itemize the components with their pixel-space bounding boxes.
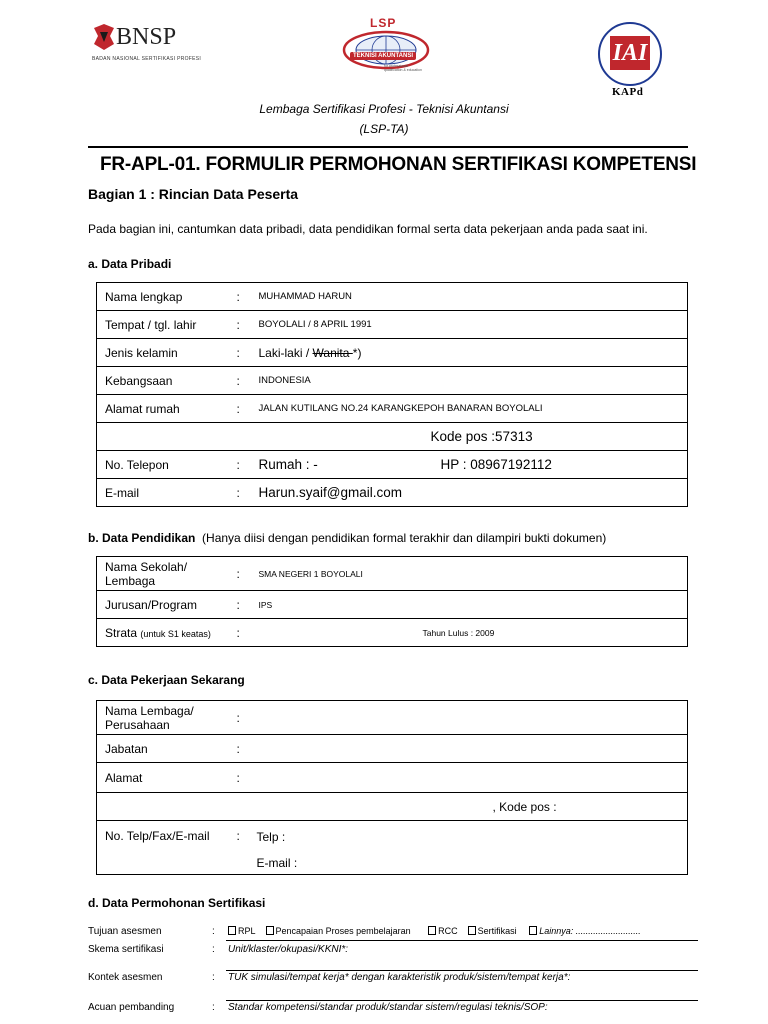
telp-label: No. Telepon [97,451,237,479]
kontek-field[interactable]: TUK simulasi/tempat kerja* dengan karakteristik produk/sistem/tempat kerja*: [228,972,571,983]
sertifikasi-label: Sertifikasi [477,926,517,936]
jabatan-label: Jabatan [97,735,237,763]
alamat-kerja-label: Alamat [97,763,237,793]
rcc-checkbox[interactable] [428,926,436,935]
email-field[interactable]: Harun.syaif@gmail.com [255,479,688,507]
colon: : [237,339,255,367]
alamat-field[interactable]: JALAN KUTILANG NO.24 KARANGKEPOH BANARAN BOYOLALI [255,395,688,423]
rcc-label: RCC [438,926,458,936]
kontek-label: Kontek asesmen [88,972,163,983]
colon: : [237,395,255,423]
rpl-checkbox[interactable] [228,926,236,935]
telp-kerja-email: E-mail : [256,855,298,870]
bnsp-emblem-icon [92,22,116,52]
iai-logo-subtitle: KAPd [612,86,644,98]
pribadi-table [96,282,688,507]
lsp-logo-top: LSP [370,16,397,30]
row-jabatan [97,735,688,763]
skema-label: Skema sertifikasi [88,944,164,955]
sertifikasi-checkbox[interactable] [468,926,476,935]
colon: : [212,944,215,955]
jurusan-label: Jurusan/Program [97,591,237,619]
kontek-underline [226,1000,698,1001]
header-divider [88,146,688,148]
colon: : [212,926,215,937]
skema-underline [226,970,698,971]
nama-field[interactable]: MUHAMMAD HARUN [255,283,688,311]
lainnya-label: Lainnya: .......................... [539,926,641,936]
bangsa-label: Kebangsaan [97,367,237,395]
row-alamat [97,395,688,423]
lsp-logo-tagline: for professional qualification & education [384,64,422,72]
row-kodepos-kerja [97,793,688,821]
row-kebangsaan [97,367,688,395]
colon: : [212,1002,215,1013]
telp-field[interactable] [255,451,688,479]
institution-short: (LSP-TA) [359,122,409,136]
alamat-kerja-field[interactable] [255,763,688,793]
sekolah-label: Nama Sekolah/ Lembaga [97,557,237,591]
nama-label: Nama lengkap [97,283,237,311]
jk-option-female: Wanita [312,345,353,360]
row-telepon [97,451,688,479]
pencapaian-label: Pencapaian Proses pembelajaran [275,926,411,936]
intro-text: Pada bagian ini, cantumkan data pribadi, data pendidikan formal serta data pekerjaan anda pada saat ini. [88,222,648,236]
pekerjaan-heading: c. Data Pekerjaan Sekarang [88,673,245,687]
rpl-label: RPL [238,926,256,936]
tujuan-label: Tujuan asesmen [88,926,162,937]
pribadi-heading: a. Data Pribadi [88,257,172,271]
colon: : [237,557,255,591]
ttl-label: Tempat / tgl. lahir [97,311,237,339]
kodepos-field[interactable]: Kode pos :57313 [255,423,688,451]
lsp-logo-band: TEKNISI AKUNTANSI [350,52,416,60]
acuan-field[interactable]: Standar kompetensi/standar produk/standar sistem/regulasi teknis/SOP: [228,1002,548,1013]
jk-label: Jenis kelamin [97,339,237,367]
iai-logo-text: IAI [610,36,650,70]
lsp-logo [340,16,432,78]
pencapaian-checkbox[interactable] [266,926,274,935]
colon: : [237,619,255,647]
bnsp-name: BNSP [116,24,177,50]
skema-field[interactable]: Unit/klaster/okupasi/KKNI*: [228,944,349,955]
colon: : [237,311,255,339]
pendidikan-note: (Hanya diisi dengan pendidikan formal terakhir dan dilampiri bukti dokumen) [202,531,607,545]
permohonan-heading: d. Data Permohonan Sertifikasi [88,896,266,910]
bnsp-logo [92,20,202,70]
colon: : [237,591,255,619]
row-jenis-kelamin [97,339,688,367]
colon: : [212,972,215,983]
institution-name: Lembaga Sertifikasi Profesi - Teknisi Akuntansi [259,102,509,116]
jk-option-male: Laki-laki / [258,345,313,360]
jk-footnote: *) [352,345,362,360]
email-label: E-mail [97,479,237,507]
row-jurusan [97,591,688,619]
form-title: FR-APL-01. FORMULIR PERMOHONAN SERTIFIKASI KOMPETENSI [100,154,697,175]
lembaga-field[interactable] [255,701,688,735]
pendidikan-table [96,556,688,647]
alamat-label: Alamat rumah [97,395,237,423]
colon: : [237,701,255,735]
bnsp-subtitle: BADAN NASIONAL SERTIFIKASI PROFESI [92,56,202,62]
jurusan-field[interactable]: IPS [255,591,688,619]
row-kodepos [97,423,688,451]
row-email [97,479,688,507]
row-alamat-kerja [97,763,688,793]
row-telp-kerja [97,821,688,875]
row-strata [97,619,688,647]
jk-field[interactable] [255,339,688,367]
kodepos-kerja-field[interactable]: , Kode pos : [255,793,688,821]
row-nama [97,283,688,311]
telp-rumah: Rumah : - [258,457,318,472]
tahun-lulus-field[interactable]: Tahun Lulus : 2009 [255,619,688,647]
ttl-field[interactable]: BOYOLALI / 8 APRIL 1991 [255,311,688,339]
lembaga-label: Nama Lembaga/ Perusahaan [97,701,237,735]
iai-logo [598,22,662,104]
colon: : [237,735,255,763]
pekerjaan-table [96,700,688,875]
tujuan-underline [226,940,698,941]
strata-label: Strata (untuk S1 keatas) [97,619,237,647]
strata-note: (untuk S1 keatas) [140,628,211,639]
telp-kerja-label: No. Telp/Fax/E-mail [97,821,237,875]
row-lembaga [97,701,688,735]
pendidikan-heading [88,531,606,545]
colon: : [237,763,255,793]
colon: : [237,821,255,875]
pendidikan-title: b. Data Pendidikan [88,531,196,545]
sekolah-field[interactable]: SMA NEGERI 1 BOYOLALI [255,557,688,591]
bangsa-field[interactable]: INDONESIA [255,367,688,395]
section-title: Bagian 1 : Rincian Data Peserta [88,186,299,202]
row-sekolah [97,557,688,591]
tujuan-options [228,926,641,936]
telp-hp: HP : 08967192112 [440,457,552,472]
colon: : [237,283,255,311]
colon: : [237,367,255,395]
row-ttl [97,311,688,339]
telp-kerja-field[interactable] [255,821,688,875]
lainnya-checkbox[interactable] [529,926,537,935]
telp-kerja-telp: Telp : [256,829,286,844]
colon: : [237,479,255,507]
colon: : [237,451,255,479]
jabatan-field[interactable] [255,735,688,763]
acuan-label: Acuan pembanding [88,1002,175,1013]
